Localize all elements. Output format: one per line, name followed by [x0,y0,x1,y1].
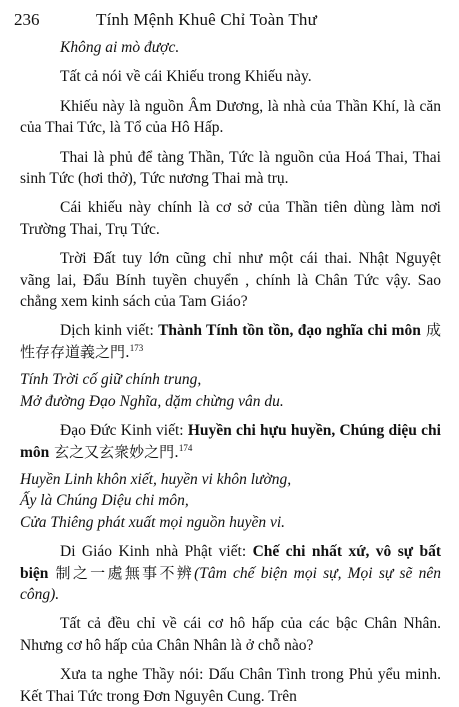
verse-line: Cửa Thiêng phát xuất mọi nguồn huyền vi. [20,513,286,531]
chinese-text: 制之一處無事不辨 [48,563,195,582]
paragraph-dao-duc-kinh [20,420,441,463]
bold-quote: Huyền chi hựu huyền, Chúng diệu chi môn [20,422,441,461]
chinese-text: 成性存存道義之門. [20,321,441,361]
paragraph-5: Cái khiếu này chính là cơ sở của Thần tiên dùng làm nơi Trường Thai, Trụ Tức. [20,199,441,238]
bold-quote: Thành Tính tồn tồn, đạo nghĩa chi môn [158,322,421,340]
footnote-ref: 174 [178,442,193,453]
verse-1 [20,369,441,412]
paragraph-4: Thai là phủ để tàng Thần, Tức là nguồn của Hoá Thai, Thai sinh Tức (hơi thở), Tức nương Thai mà trụ. [20,148,441,188]
paragraph-lead: Di Giáo Kinh nhà Phật viết: [60,543,253,561]
paragraph-3: Khiếu này là nguồn Âm Dương, là nhà của Thần Khí, là căn của Thai Tức, là Tổ của Hô Hấp. [20,97,441,137]
paragraph-1: Không ai mò được. [60,39,180,56]
paragraph-11: Xưa ta nghe Thầy nói: Dấu Chân Tình trong Phủ yểu minh. Kết Thai Tức trong Đơn Nguyên Cung. Trên [20,666,441,705]
bold-quote: Chế chi nhất xứ, vô sự bất biện [20,543,441,582]
paragraph-10: Tất cả đều chỉ về cái cơ hô hấp của các bậc Chân Nhân. Nhưng cơ hô hấp của Chân Nhân là ở chỗ nào? [20,615,441,654]
running-title: Tính Mệnh Khuê Chỉ Toàn Thư [96,10,318,29]
paragraph-dich-kinh [20,320,441,363]
italic-note: (Tâm chế biện mọi sự, Mọi sự sẽ nên công). [20,564,441,603]
paragraph-di-giao-kinh [20,541,441,605]
page-header [0,10,459,34]
page-number: 236 [14,10,40,29]
verse-line: Huyền Linh khôn xiết, huyền vi khôn lường, [20,470,292,488]
page-body [20,37,441,707]
paragraph-lead: Dịch kinh viết: [60,322,159,340]
paragraph-2: Tất cả nói về cái Khiếu trong Khiếu này. [60,68,312,86]
paragraph-lead: Đạo Đức Kinh viết: [60,422,188,440]
chinese-text: 玄之又玄衆妙之門. [49,442,179,461]
verse-2 [20,469,441,533]
verse-line: Tính Trời cố giữ chính trung, [20,371,202,389]
paragraph-6: Trời Đất tuy lớn cũng chỉ như một cái thai. Nhật Nguyệt vãng lai, Đẩu Bính tuyền chuyển , chính là Chân Tức vậy. Sao chẳng xem kinh sách của Tam Giáo? [20,250,441,311]
verse-line: Mở đường Đạo Nghĩa, dặm chừng vân du. [20,392,284,410]
verse-line: Ấy là Chúng Diệu chi môn, [20,492,189,510]
footnote-ref: 173 [129,342,144,353]
